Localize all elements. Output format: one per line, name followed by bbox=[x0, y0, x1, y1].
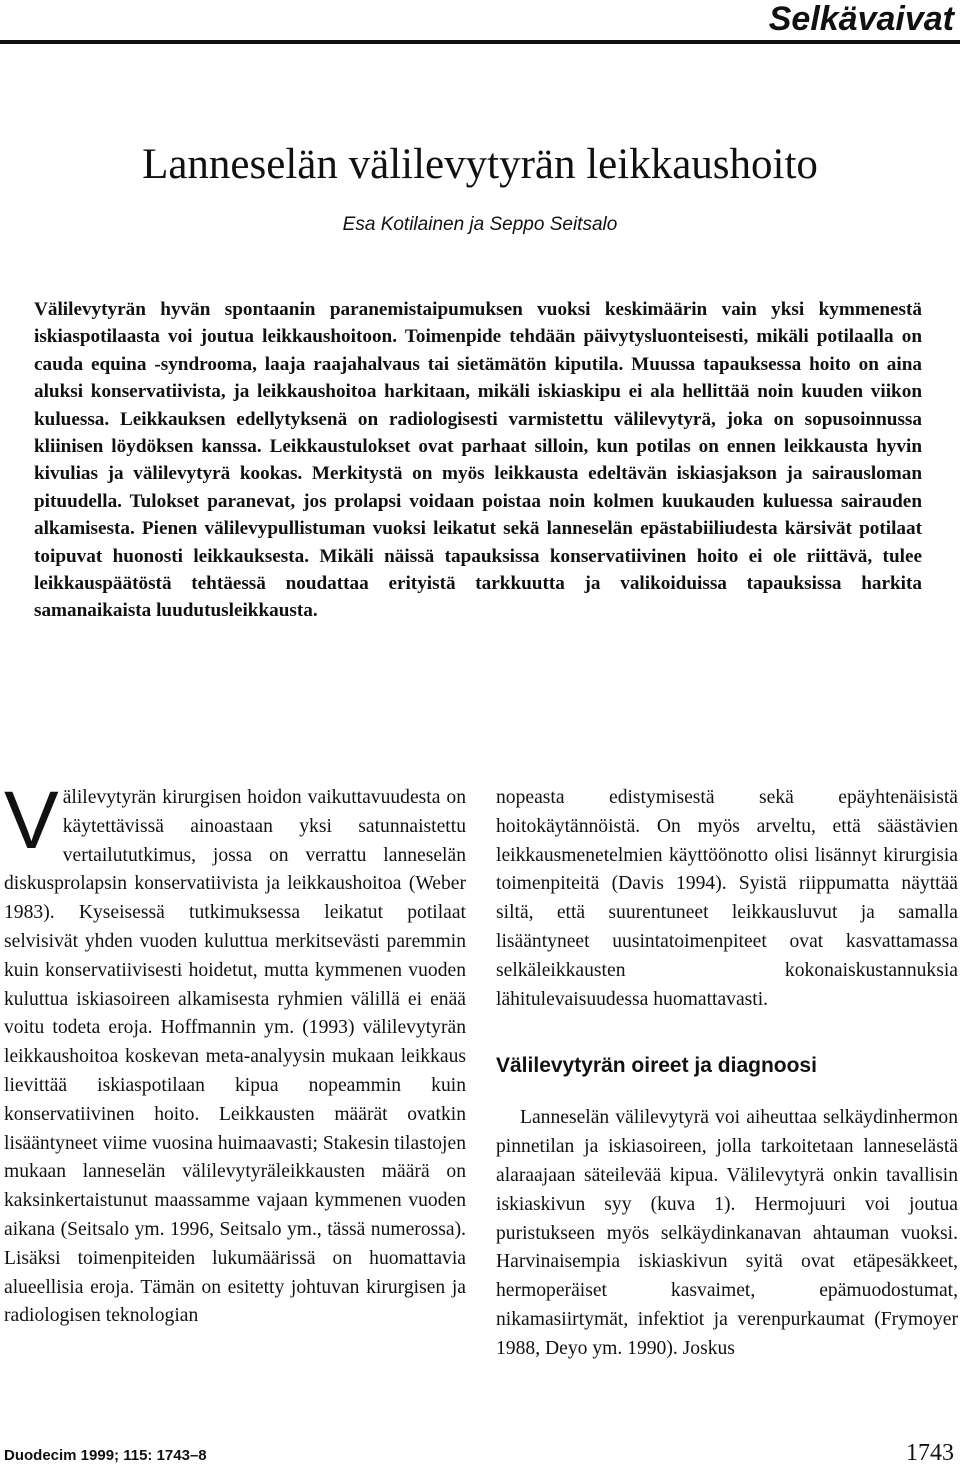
section-subheading: Välilevytyrän oireet ja diagnoosi bbox=[496, 1054, 817, 1078]
body-right-column bbox=[496, 784, 958, 1364]
body-left-column bbox=[4, 775, 466, 1331]
article-authors: Esa Kotilainen ja Seppo Seitsalo bbox=[342, 214, 618, 235]
body-paragraph-1-text: älilevytyrän kirurgisen hoidon vaikuttavuudesta on käytettävissä ainoastaan yksi satunnaistettu vertailututkimus, jossa on verrattu lanneselän diskusprolapsin konservatiivista ja leikkaushoitoa (Weber 1983). Kyseisessä tutkimuksessa leikatut potilaat selvisivät yhden vuoden kuluttua merkitsevästi paremmin kuin konservatiivisesti hoidetut, mutta kymmenen vuoden kuluttua iskiasoireen alkamisesta ryhmien välillä ei enää voitu todeta eroja. Hoffmannin ym. (1993) välilevytyrän leikkaushoitoa koskevan meta-analyysin mukaan leikkaus lievittää iskiaspotilaan kipua nopeammin kuin konservatiivinen hoito. Leikkausten määrät ovatkin lisääntyneet viime vuosina huimaavasti; Stakesin tilastojen mukaan lanneselän välilevytyräleikkausten määrä on kaksinkertaistunut maassamme vajaan kymmenen vuoden aikana (Seitsalo ym. 1996, Seitsalo ym., tässä numerossa). Lisäksi toimenpiteiden lukumäärissä on huomattavia alueellisia eroja. Tämän on esitetty johtuvan kirurgisen ja radiologisen teknologian bbox=[4, 787, 466, 1327]
drop-cap: V bbox=[4, 775, 59, 866]
body-paragraph-2: Lanneselän välilevytyrä voi aiheuttaa selkäydinhermon pinnetilan ja iskiasoireen, jolla tarkoitetaan lanneselästä alaraajaan säteilevää kipua. Välilevytyrä onkin tavallisin iskiaskivun syy (kuva 1). Hermojuuri voi joutua puristukseen myös selkäydinkanavan ahtauman vuoksi. Harvinaisempia iskiaskivun syitä ovat etäpesäkkeet, hermoperäiset kasvaimet, epämuodostumat, nikamasiirtymät, infektiot ja verenpurkaumat (Frymoyer 1988, Deyo ym. 1990). Joskus bbox=[496, 1107, 958, 1359]
section-label: Selkävaivat bbox=[768, 0, 954, 38]
header-rule bbox=[0, 40, 960, 44]
body-paragraph-1 bbox=[4, 775, 466, 1331]
article-title: Lanneselän välilevytyrän leikkaushoito bbox=[142, 141, 818, 188]
page-number: 1743 bbox=[906, 1440, 954, 1466]
article-abstract: Välilevytyrän hyvän spontaanin paranemistaipumuksen vuoksi keskimäärin vain yksi kymmenestä iskiaspotilaasta voi joutua leikkaushoitoon. Toimenpide tehdään päivytysluonteisesti, mikäli potilaalla on cauda equina -syndrooma, laaja raajahalvaus tai sietämätön kiputila. Muussa tapauksessa hoito on aina aluksi konservatiivista, ja leikkaushoitoa harkitaan, mikäli iskiaskipu ei ala hellittää noin kuuden viikon kuluessa. Leikkauksen edellytyksenä on radiologisesti varmistettu välilevytyrä, joka on sopusoinnussa kliinisen löydöksen kanssa. Leikkaustulokset ovat parhaat silloin, kun potilas on ennen leikkausta hyvin kivulias ja välilevytyrä kookas. Merkitystä on myös leikkausta edeltävän iskiasjakson ja sairausloman pituudella. Tulokset paranevat, jos prolapsi voidaan poistaa noin kolmen kuukauden kuluessa sairauden alkamisesta. Pienen välilevypullistuman vuoksi leikatut sekä lanneselän epästabiiliudesta kärsivät potilaat toipuvat huonosti leikkauksesta. Mikäli näissä tapauksissa konservatiivinen hoito ei ole riittävä, tulee leikkauspäätöstä tehtäessä noudattaa erityistä tarkkuutta ja valikoiduissa tapauksissa harkita samanaikaista luudutusleikkausta. bbox=[34, 299, 922, 622]
journal-citation: Duodecim 1999; 115: 1743–8 bbox=[4, 1447, 207, 1464]
body-paragraph-continued: nopeasta edistymisestä sekä epäyhtenäisistä hoitokäytännöistä. On myös arveltu, että säästävien leikkausmenetelmien käyttöönotto olisi lisännyt kirurgisia toimenpiteitä (Davis 1994). Syistä riippumatta näyttää siltä, että suurentuneet leikkausluvut ja samalla lisääntyneet uusintatoimenpiteet ovat kasvattamassa selkäleikkausten kokonaiskustannuksia lähitulevaisuudessa huomattavasti. bbox=[496, 787, 958, 1010]
